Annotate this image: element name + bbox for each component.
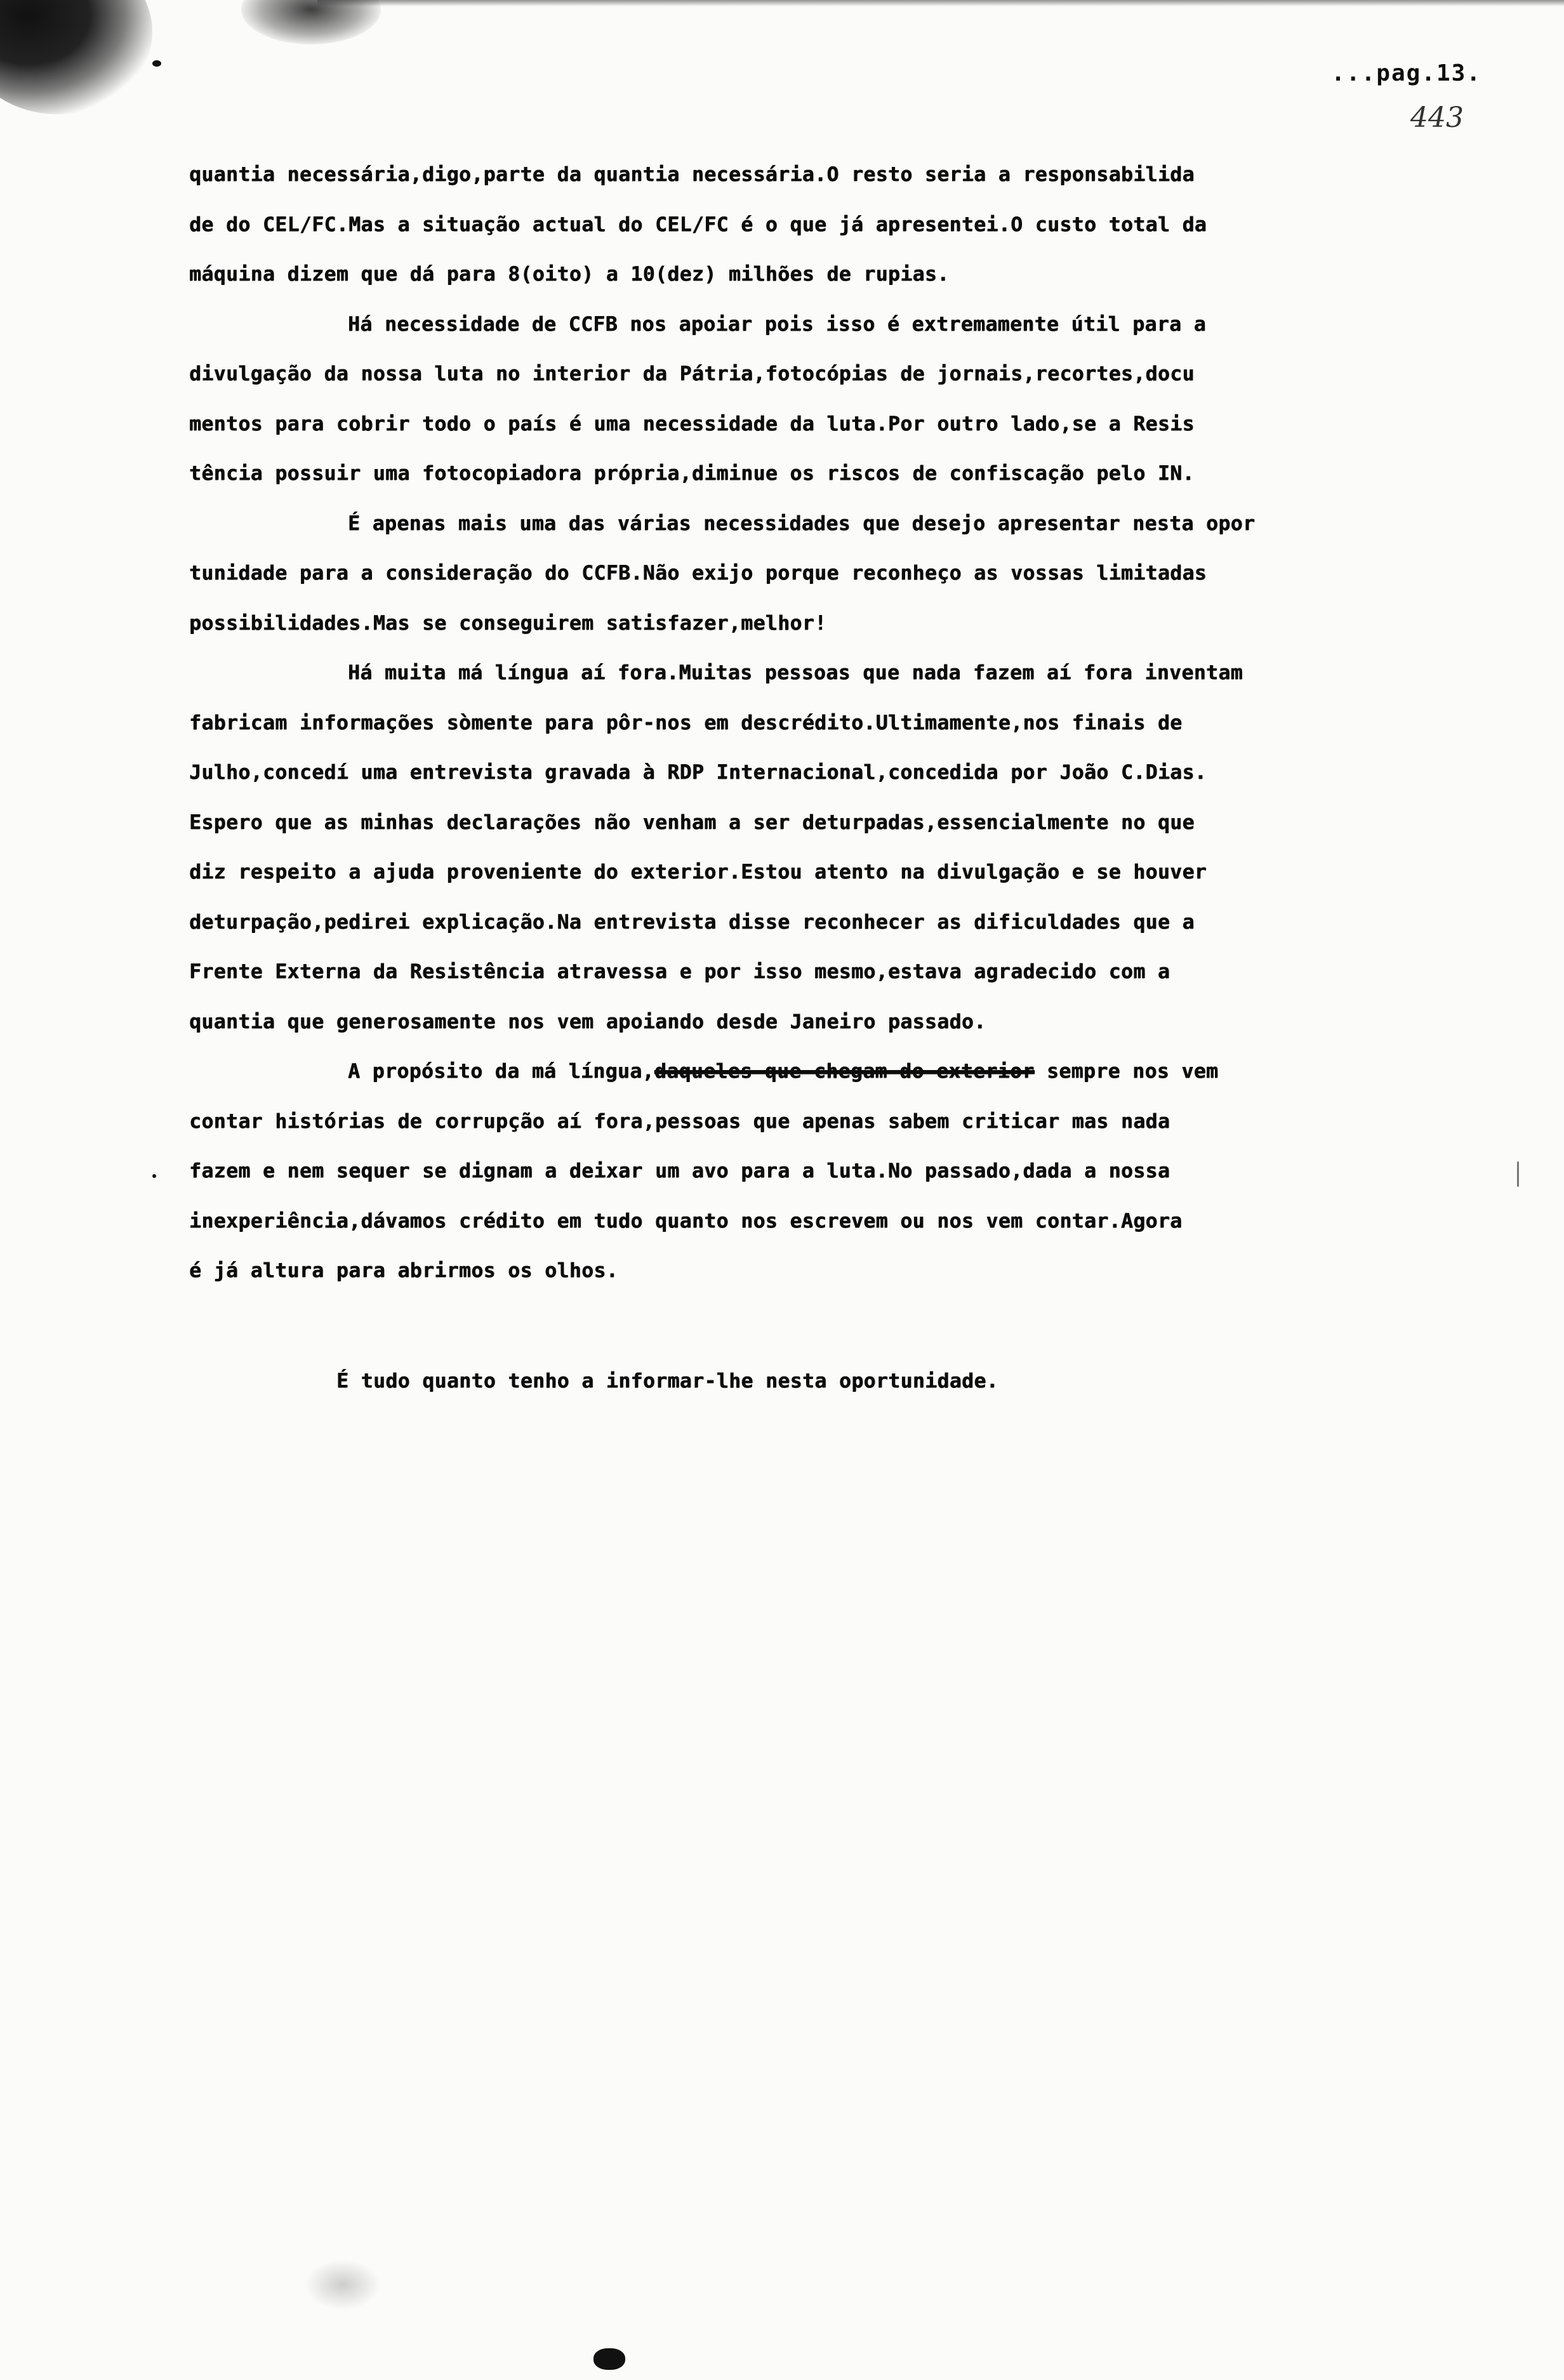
paragraph [189, 300, 1513, 499]
scan-smudge-top [241, 0, 381, 44]
text-line: deturpação,pedirei explicação.Na entrevista disse reconhecer as dificuldades que a [189, 910, 1195, 934]
handwritten-page-number: 443 [1410, 102, 1464, 134]
scan-speck [152, 60, 161, 67]
paragraph [189, 150, 1513, 300]
scan-smudge-top-left [0, 0, 152, 114]
text-line: máquina dizem que dá para 8(oito) a 10(dez) milhões de rupias. [189, 263, 950, 286]
page-number: ...pag.13. [1331, 60, 1481, 86]
text-line: quantia que generosamente nos vem apoiando desde Janeiro passado. [189, 1010, 986, 1033]
text-line: possibilidades.Mas se conseguirem satisfazer,melhor! [189, 611, 827, 635]
letter-body [189, 150, 1513, 1296]
text-line: Há muita má língua aí fora.Muitas pessoas que nada fazem aí fora inventam [348, 661, 1243, 684]
text-line: Há necessidade de CCFB nos apoiar pois isso é extremamente útil para a [348, 312, 1207, 336]
text-line: Julho,concedí uma entrevista gravada à RDP Internacional,concedida por João C.Dias. [189, 761, 1207, 784]
paragraph [189, 1047, 1513, 1296]
text-line: tunidade para a consideração do CCFB.Não exijo porque reconheço as vossas limitadas [189, 562, 1207, 585]
text-line: de do CEL/FC.Mas a situação actual do CEL/FC é o que já apresentei.O custo total da [189, 213, 1207, 236]
paragraph [189, 648, 1513, 1047]
text-line: tência possuir uma fotocopiadora própria,diminue os riscos de confiscação pelo IN. [189, 462, 1195, 485]
text-line: contar histórias de corrupção aí fora,pessoas que apenas sabem criticar mas nada [189, 1109, 1170, 1133]
text-line: Espero que as minhas declarações não venham a ser deturpadas,essencialmente no que [189, 810, 1195, 834]
scan-top-edge-shadow [317, 0, 1564, 6]
text-line: fazem e nem sequer se dignam a deixar um avo para a luta.No passado,dada a nossa [189, 1160, 1170, 1182]
text-line: é já altura para abrirmos os olhos. [189, 1259, 619, 1282]
closing-sentence: É tudo quanto tenho a informar-lhe nesta oportunidade. [336, 1370, 998, 1392]
ink-blot-bottom [593, 2348, 625, 2370]
scan-smudge-bottom [305, 2259, 381, 2310]
struck-through-text: daqueles que chegam do exterior [654, 1060, 1035, 1083]
text-line: divulgação da nossa luta no interior da Pátria,fotocópias de jornais,recortes,docu [189, 362, 1195, 385]
text-line-suffix: sempre nos vem [1034, 1060, 1219, 1083]
text-line: quantia necessária,digo,parte da quantia necessária.O resto seria a responsabilida [189, 163, 1195, 186]
text-line: Frente Externa da Resistência atravessa e por isso mesmo,estava agradecido com a [189, 960, 1170, 983]
text-line: É apenas mais uma das várias necessidades que desejo apresentar nesta opor [348, 512, 1256, 535]
text-line: mentos para cobrir todo o país é uma necessidade da luta.Por outro lado,se a Resis [189, 412, 1195, 435]
text-line-prefix: A propósito da má língua, [348, 1060, 654, 1083]
paragraph [189, 499, 1513, 649]
text-line [189, 1047, 1513, 1097]
text-line: fabricam informações sòmente para pôr-nos em descrédito.Ultimamente,nos finais de [189, 711, 1183, 734]
text-line: diz respeito a ajuda proveniente do exterior.Estou atento na divulgação e se houver [189, 861, 1207, 883]
scan-speck [1517, 1161, 1519, 1187]
text-line: inexperiência,dávamos crédito em tudo quanto nos escrevem ou nos vem contar.Agora [189, 1209, 1183, 1233]
scan-speck [152, 1174, 156, 1178]
